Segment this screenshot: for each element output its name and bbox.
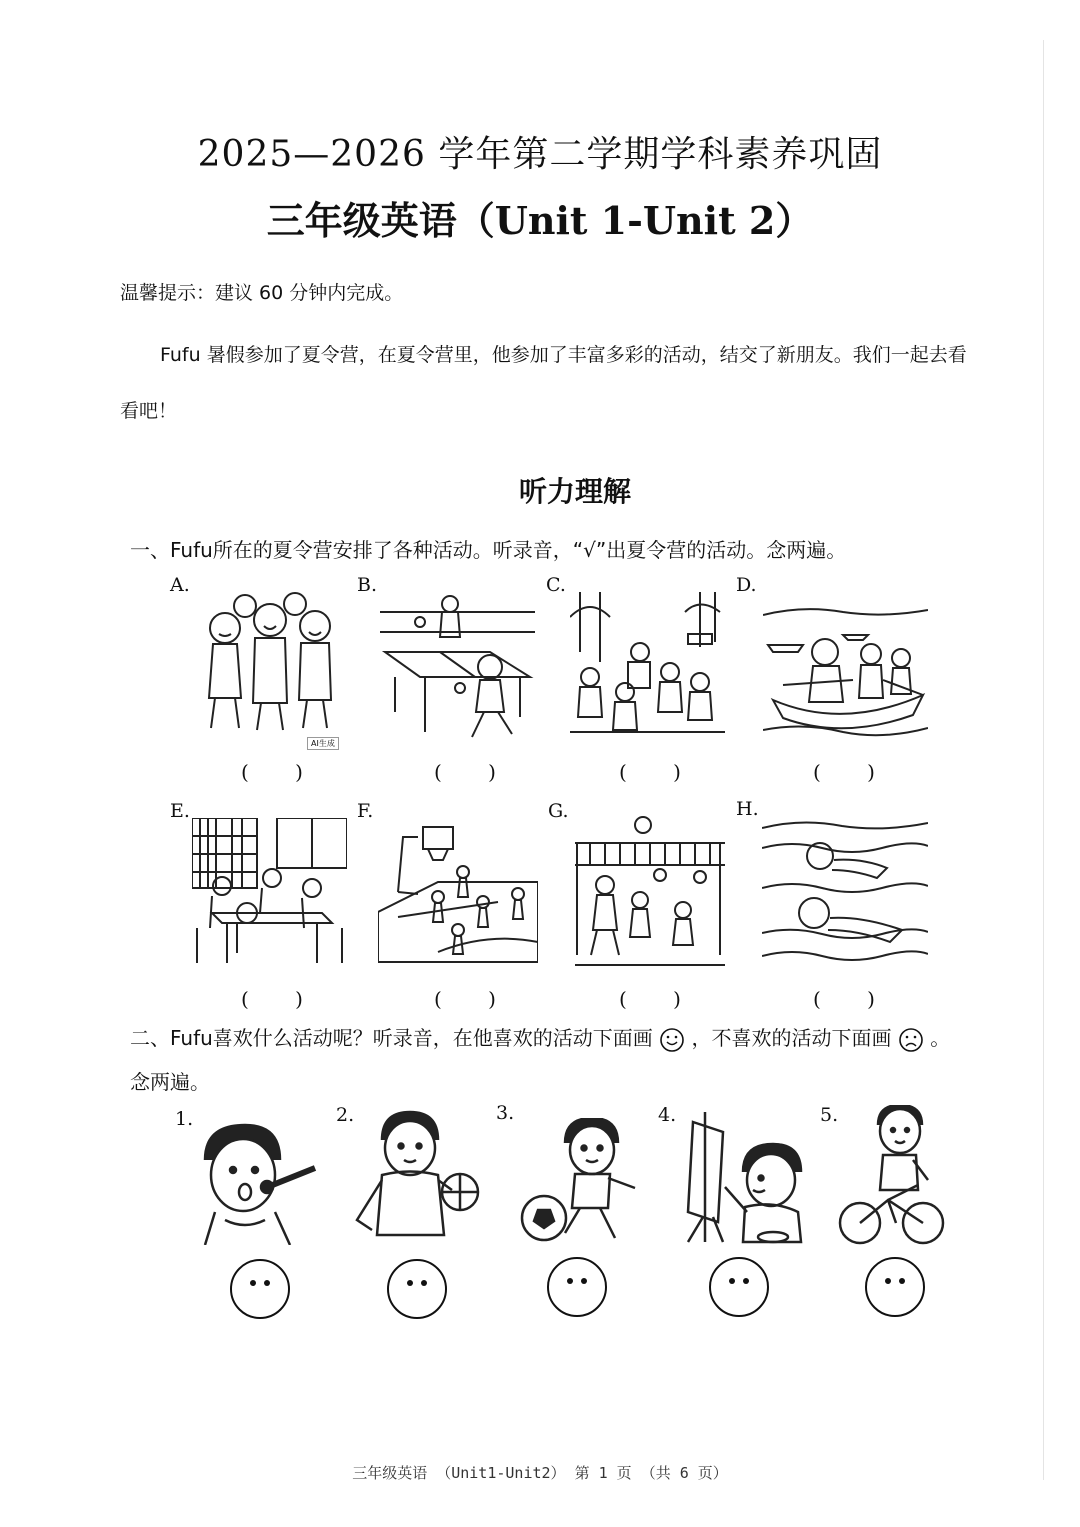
answer-paren-b[interactable]: ( ) xyxy=(434,760,516,784)
drawing-in-park-illustration xyxy=(570,592,725,737)
boy-kicking-football-illustration xyxy=(520,1118,645,1243)
swimming-illustration xyxy=(762,818,928,968)
question2-title-line2: 念两遍。 xyxy=(130,1070,210,1094)
library-reading-illustration xyxy=(192,818,347,966)
page-edge-line xyxy=(1043,40,1044,1480)
option-letter-g: G. xyxy=(548,800,569,822)
tip-text: 温馨提示：建议 60 分钟内完成。 xyxy=(120,282,404,304)
volleyball-illustration xyxy=(575,815,725,970)
option-letter-a: A. xyxy=(170,574,190,596)
item-number-4: 4. xyxy=(658,1104,677,1126)
answer-paren-d[interactable]: ( ) xyxy=(813,760,895,784)
section-title: 听力理解 xyxy=(518,475,631,508)
basketball-illustration xyxy=(378,822,538,967)
children-singing-illustration xyxy=(195,588,350,748)
sad-face-icon xyxy=(898,1027,924,1053)
boy-singing-microphone-illustration xyxy=(195,1120,325,1245)
answer-face-5[interactable] xyxy=(864,1256,926,1322)
answer-paren-e[interactable]: ( ) xyxy=(241,987,323,1011)
table-tennis-illustration xyxy=(380,592,535,740)
item-number-3: 3. xyxy=(496,1102,515,1124)
question2-title xyxy=(130,1022,950,1053)
boating-illustration xyxy=(763,590,928,740)
document-title: 2025—2026 学年第二学期学科素养巩固 xyxy=(197,134,883,175)
answer-face-4[interactable] xyxy=(708,1256,770,1322)
boy-dribbling-basketball-illustration xyxy=(352,1110,482,1245)
question1-title: 一、Fufu所在的夏令营安排了各种活动。听录音，“√”出夏令营的活动。念两遍。 xyxy=(130,538,847,562)
answer-face-2[interactable] xyxy=(386,1258,448,1324)
boy-riding-bike-illustration xyxy=(838,1105,948,1250)
answer-face-1[interactable] xyxy=(229,1258,291,1324)
item-number-2: 2. xyxy=(336,1104,355,1126)
option-letter-d: D. xyxy=(736,574,757,596)
answer-paren-g[interactable]: ( ) xyxy=(619,987,701,1011)
item-number-1: 1. xyxy=(175,1108,194,1130)
answer-face-3[interactable] xyxy=(546,1256,608,1322)
option-letter-e: E. xyxy=(170,800,190,822)
answer-paren-h[interactable]: ( ) xyxy=(813,987,895,1011)
question2-title-part2: ，不喜欢的活动下面画 xyxy=(691,1026,892,1050)
question2-title-part3: 。 xyxy=(930,1026,951,1050)
question2-title-part1: 二、Fufu喜欢什么活动呢？听录音，在他喜欢的活动下面画 xyxy=(130,1026,653,1050)
page-footer: 三年级英语 （Unit1-Unit2） 第 1 页 （共 6 页） xyxy=(352,1464,728,1482)
intro-paragraph: Fufu 暑假参加了夏令营，在夏令营里，他参加了丰富多彩的活动，结交了新朋友。我们一起去看看吧！ xyxy=(120,344,967,422)
smile-face-icon xyxy=(659,1027,685,1053)
document-subtitle: 三年级英语（Unit 1-Unit 2） xyxy=(266,198,814,243)
option-letter-f: F. xyxy=(357,800,374,822)
answer-paren-a[interactable]: ( ) xyxy=(241,760,323,784)
option-letter-b: B. xyxy=(357,574,378,596)
item-number-5: 5. xyxy=(820,1104,839,1126)
boy-painting-easel-illustration xyxy=(683,1112,803,1244)
answer-paren-c[interactable]: ( ) xyxy=(619,760,701,784)
answer-paren-f[interactable]: ( ) xyxy=(434,987,516,1011)
ai-generated-tag: AI生成 xyxy=(307,737,339,750)
option-letter-h: H. xyxy=(736,798,759,820)
option-letter-c: C. xyxy=(546,574,566,596)
